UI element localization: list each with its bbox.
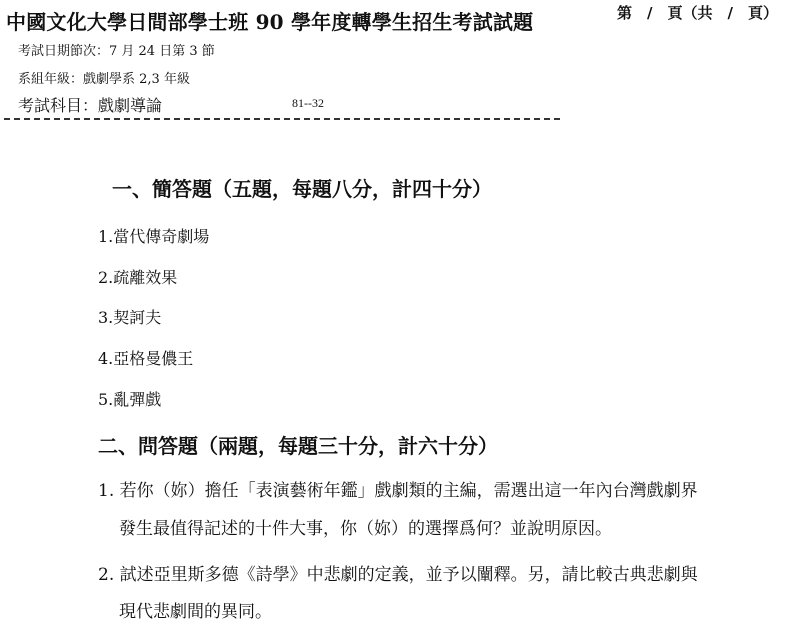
list-item: 2.疏離效果 [98, 268, 178, 287]
exam-date: 考試日期節次：7 月 24 日第 3 節 [18, 44, 215, 59]
question-2-line-1: 2. 試述亞里斯多德《詩學》中悲劇的定義，並予以闡釋。另，請比較古典悲劇與 [98, 565, 698, 585]
question-2-line-2: 現代悲劇間的異同。 [119, 602, 272, 622]
page-info: 第 / 頁（共 / 頁） [617, 4, 778, 22]
question-1-line-1: 1. 若你（妳）擔任「表演藝術年鑑」戲劇類的主編，需選出這一年內台灣戲劇界 [98, 481, 698, 501]
section-2-heading: 二、問答題（兩題，每題三十分，計六十分） [98, 434, 498, 458]
list-item: 5.亂彈戲 [98, 390, 162, 409]
subject-code: 81--32 [292, 96, 324, 110]
question-1-line-2: 發生最值得記述的十件大事，你（妳）的選擇爲何？並說明原因。 [119, 519, 612, 539]
section-1-heading: 一、簡答題（五題，每題八分，計四十分） [112, 177, 492, 201]
list-item: 3.契訶夫 [98, 308, 162, 327]
list-item: 4.亞格曼儂王 [98, 349, 194, 368]
department-year: 系組年級：戲劇學系 2,3 年級 [18, 72, 190, 87]
header-divider [4, 118, 560, 120]
exam-subject: 考試科目：戲劇導論 [18, 96, 163, 115]
exam-title: 中國文化大學日間部學士班 90 學年度轉學生招生考試試題 [6, 10, 534, 34]
list-item: 1.當代傳奇劇場 [98, 227, 210, 246]
